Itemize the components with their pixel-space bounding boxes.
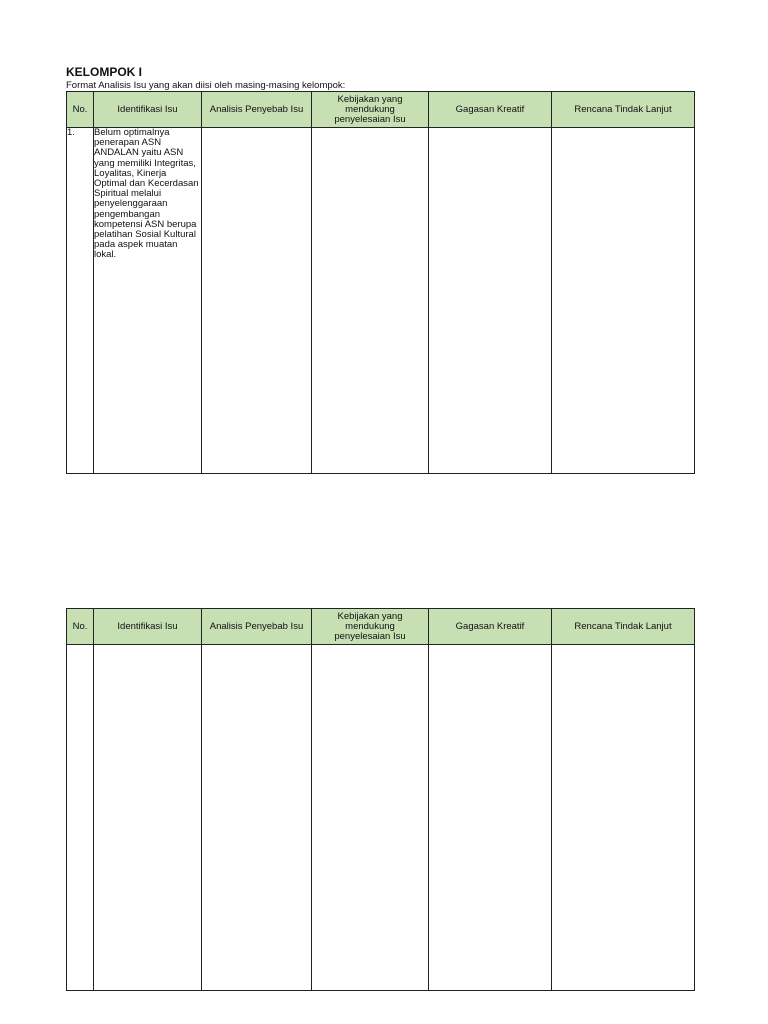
column-header-no: No. bbox=[67, 609, 94, 645]
cell-analisis-penyebab-isu bbox=[202, 645, 312, 991]
cell-gagasan-kreatif bbox=[429, 645, 552, 991]
column-header-kebijakan: Kebijakan yang mendukung penyelesaian Isu bbox=[312, 609, 429, 645]
cell-no: 1. bbox=[67, 128, 94, 474]
column-header-no: No. bbox=[67, 92, 94, 128]
column-header-analisis-penyebab-isu: Analisis Penyebab Isu bbox=[202, 609, 312, 645]
group-title: KELOMPOK I bbox=[66, 65, 143, 79]
cell-gagasan-kreatif bbox=[429, 128, 552, 474]
cell-rencana-tindak-lanjut bbox=[552, 128, 695, 474]
column-header-kebijakan: Kebijakan yang mendukung penyelesaian Isu bbox=[312, 92, 429, 128]
column-header-analisis-penyebab-isu: Analisis Penyebab Isu bbox=[202, 92, 312, 128]
analisis-isu-table-2 bbox=[66, 608, 695, 991]
table-header-row bbox=[67, 609, 695, 645]
column-header-rencana-tindak-lanjut: Rencana Tindak Lanjut bbox=[552, 609, 695, 645]
cell-kebijakan bbox=[312, 645, 429, 991]
cell-kebijakan bbox=[312, 128, 429, 474]
format-subtitle: Format Analisis Isu yang akan diisi oleh masing-masing kelompok: bbox=[66, 80, 346, 91]
cell-identifikasi-isu bbox=[94, 645, 202, 991]
column-header-gagasan-kreatif: Gagasan Kreatif bbox=[429, 609, 552, 645]
table-row bbox=[67, 645, 695, 991]
cell-analisis-penyebab-isu bbox=[202, 128, 312, 474]
column-header-rencana-tindak-lanjut: Rencana Tindak Lanjut bbox=[552, 92, 695, 128]
column-header-identifikasi-isu: Identifikasi Isu bbox=[94, 609, 202, 645]
table-header-row bbox=[67, 92, 695, 128]
table-row bbox=[67, 128, 695, 474]
cell-no bbox=[67, 645, 94, 991]
column-header-identifikasi-isu: Identifikasi Isu bbox=[94, 92, 202, 128]
cell-rencana-tindak-lanjut bbox=[552, 645, 695, 991]
column-header-gagasan-kreatif: Gagasan Kreatif bbox=[429, 92, 552, 128]
analisis-isu-table-1 bbox=[66, 91, 695, 474]
cell-identifikasi-isu: Belum optimalnya penerapan ASN ANDALAN yaitu ASN yang memiliki Integritas, Loyalitas, Kinerja Optimal dan Kecerdasan Spiritual melalui penyelenggaraan pengembangan kompetensi ASN berupa pelatihan Sosial Kultural pada aspek muatan lokal. bbox=[94, 128, 202, 474]
